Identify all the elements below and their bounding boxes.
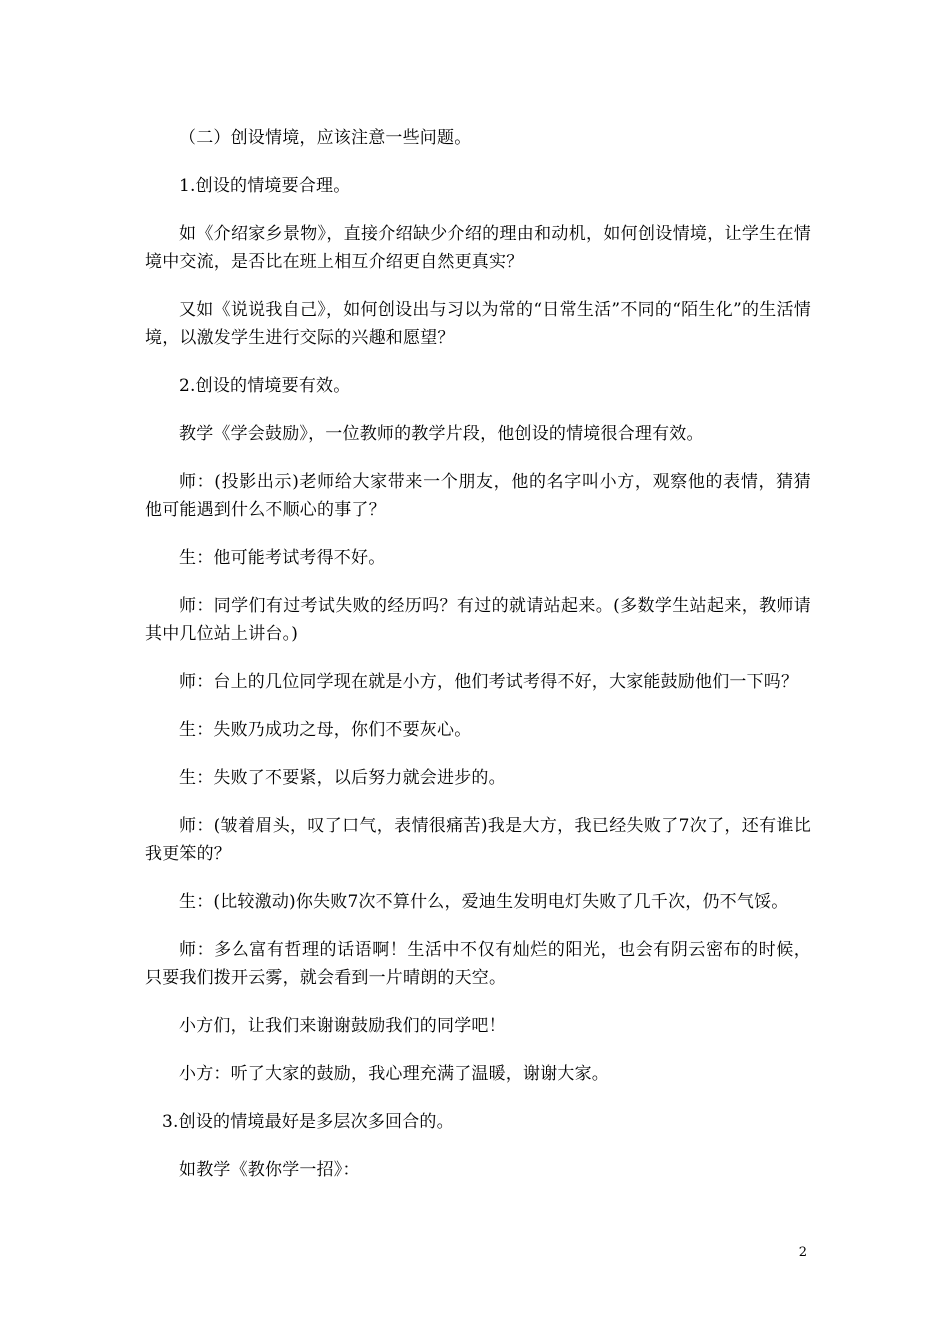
paragraph: 教学《学会鼓励》，一位教师的教学片段，他创设的情境很合理有效。 <box>179 424 704 444</box>
page-number: 2 <box>798 1245 807 1260</box>
dialogue-line: 师：同学们有过考试失败的经历吗？有过的就请站起来。(多数学生站起来，教师请其中几位站上讲台。) <box>145 596 811 644</box>
dialogue-line: 师：多么富有哲理的话语啊！生活中不仅有灿烂的阳光，也会有阴云密布的时候，只要我们拨开云雾，就会看到一片晴朗的天空。 <box>145 940 811 988</box>
dialogue-line: 小方：听了大家的鼓励，我心理充满了温暖，谢谢大家。 <box>179 1064 609 1084</box>
dialogue-line: 师：(投影出示)老师给大家带来一个朋友，他的名字叫小方，观察他的表情，猜猜他可能遇到什么不顺心的事了？ <box>145 472 811 520</box>
paragraph: 如教学《教你学一招》： <box>179 1160 360 1180</box>
dialogue-line: 生：(比较激动)你失败7次不算什么，爱迪生发明电灯失败了几千次，仍不气馁。 <box>179 892 789 912</box>
paragraph: 如《介绍家乡景物》，直接介绍缺少介绍的理由和动机，如何创设情境，让学生在情境中交流，是否比在班上相互介绍更自然更真实？ <box>145 224 811 272</box>
section-heading: （二）创设情境，应该注意一些问题。 <box>179 128 472 148</box>
dialogue-line: 生：他可能考试考得不好。 <box>179 548 386 568</box>
subheading-1: 1.创设的情境要合理。 <box>179 176 351 196</box>
paragraph: 又如《说说我自己》，如何创设出与习以为常的“日常生活”不同的“陌生化”的生活情境，以激发学生进行交际的兴趣和愿望？ <box>145 300 811 348</box>
dialogue-line: 师：(皱着眉头，叹了口气，表情很痛苦)我是大方，我已经失败了7次了，还有谁比我更笨的？ <box>145 816 811 864</box>
subheading-2: 2.创设的情境要有效。 <box>179 376 351 396</box>
subheading-3: 3.创设的情境最好是多层次多回合的。 <box>162 1112 454 1132</box>
dialogue-line: 小方们，让我们来谢谢鼓励我们的同学吧！ <box>179 1016 506 1036</box>
dialogue-line: 生：失败了不要紧，以后努力就会进步的。 <box>179 768 506 788</box>
dialogue-line: 生：失败乃成功之母，你们不要灰心。 <box>179 720 472 740</box>
dialogue-line: 师：台上的几位同学现在就是小方，他们考试考得不好，大家能鼓励他们一下吗？ <box>179 672 799 692</box>
document-body <box>145 124 811 1204</box>
